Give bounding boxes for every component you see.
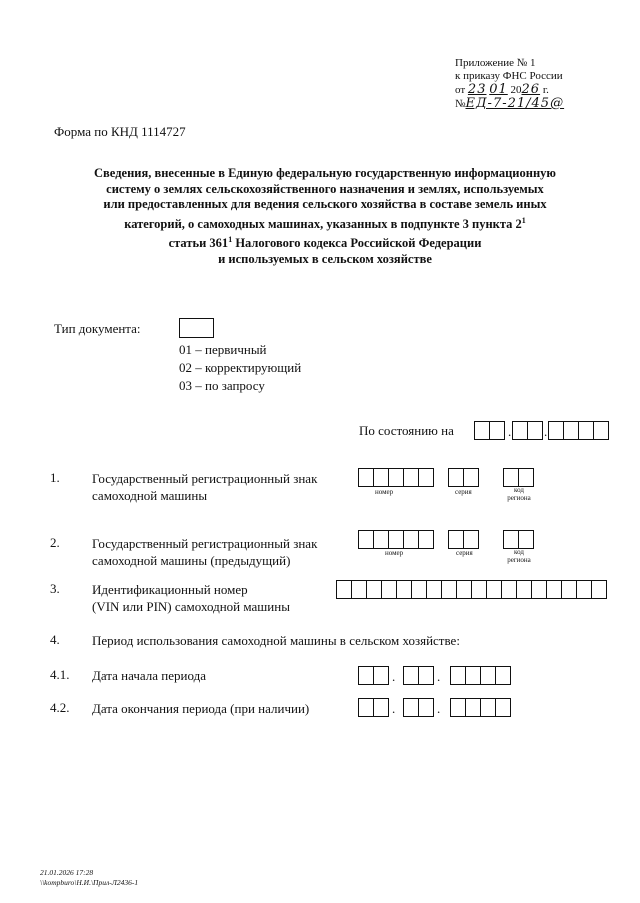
item-label: Государственный регистрационный знак самоходной машины (предыдущий): [92, 536, 318, 568]
input-cell[interactable]: [456, 580, 472, 599]
input-cell[interactable]: [358, 698, 374, 717]
input-cell[interactable]: [486, 580, 502, 599]
input-cell[interactable]: [518, 530, 534, 549]
input-cell[interactable]: [351, 580, 367, 599]
input-cell[interactable]: [480, 698, 496, 717]
input-cell[interactable]: [563, 421, 579, 440]
end-year-field[interactable]: [450, 698, 511, 717]
input-cell[interactable]: [388, 468, 404, 487]
handwritten-year: 26: [521, 82, 541, 97]
input-cell[interactable]: [527, 421, 543, 440]
input-cell[interactable]: [403, 666, 419, 685]
appendix-title: Приложение № 1: [455, 57, 536, 69]
form-code: Форма по КНД 1114727: [54, 124, 186, 139]
input-cell[interactable]: [503, 530, 519, 549]
input-cell[interactable]: [448, 530, 464, 549]
appendix-number: №ЕД-7-21/45@: [455, 96, 565, 111]
input-cell[interactable]: [418, 698, 434, 717]
input-cell[interactable]: [373, 698, 389, 717]
reg-plate-series-field[interactable]: [448, 468, 479, 487]
input-cell[interactable]: [474, 421, 490, 440]
doc-type-option: 01 – первичный: [179, 342, 267, 357]
input-cell[interactable]: [373, 530, 389, 549]
start-day-field[interactable]: [358, 666, 389, 685]
item-number: 4.2.: [50, 700, 70, 715]
start-month-field[interactable]: [403, 666, 434, 685]
date-separator: .: [508, 424, 512, 439]
date-separator: .: [392, 669, 396, 684]
prev-reg-plate-series-field[interactable]: [448, 530, 479, 549]
end-day-field[interactable]: [358, 698, 389, 717]
input-cell[interactable]: [450, 698, 466, 717]
appendix-order: к приказу ФНС России: [455, 70, 563, 82]
input-cell[interactable]: [426, 580, 442, 599]
input-cell[interactable]: [403, 698, 419, 717]
input-cell[interactable]: [516, 580, 532, 599]
handwritten-number: ЕД-7-21/45@: [465, 96, 565, 111]
item-label: Государственный регистрационный знак самоходной машины: [92, 471, 318, 503]
as-of-year-field[interactable]: [548, 421, 609, 440]
input-cell[interactable]: [411, 580, 427, 599]
input-cell[interactable]: [501, 580, 517, 599]
as-of-label: По состоянию на: [359, 423, 454, 438]
doc-type-options: [179, 341, 301, 395]
input-cell[interactable]: [450, 666, 466, 685]
input-cell[interactable]: [471, 580, 487, 599]
input-cell[interactable]: [561, 580, 577, 599]
input-cell[interactable]: [441, 580, 457, 599]
date-separator: .: [544, 424, 548, 439]
input-cell[interactable]: [366, 580, 382, 599]
input-cell[interactable]: [418, 666, 434, 685]
input-cell[interactable]: [358, 530, 374, 549]
item-number: 3.: [50, 581, 60, 596]
input-cell[interactable]: [495, 698, 511, 717]
doc-type-label: Тип документа:: [54, 321, 141, 336]
caption-region: код региона: [507, 486, 531, 502]
document-title: Сведения, внесенные в Единую федеральную государственную информационную систему о землях сельскохозяйственного назначения и землях, используемых или предоставленных для ведения сельского хозяйства в составе земель иных категорий, о самоходных машинах, указанных в подпункте 3 пункта $2^1$ статьи $361^1$ Налогового кодекса Российской Федерации и используемых в сельском хозяйстве: [94, 166, 556, 266]
input-cell[interactable]: [503, 468, 519, 487]
input-cell[interactable]: [548, 421, 564, 440]
input-cell[interactable]: [518, 468, 534, 487]
input-cell[interactable]: [396, 580, 412, 599]
input-cell[interactable]: [576, 580, 592, 599]
as-of-month-field[interactable]: [512, 421, 543, 440]
input-cell[interactable]: [358, 666, 374, 685]
input-cell[interactable]: [593, 421, 609, 440]
input-cell[interactable]: [373, 666, 389, 685]
prev-reg-plate-region-field[interactable]: [503, 530, 534, 549]
as-of-day-field[interactable]: [474, 421, 505, 440]
appendix-block: [455, 57, 564, 111]
doc-type-option: 03 – по запросу: [179, 378, 265, 393]
item-label: Идентификационный номер (VIN или PIN) самоходной машины: [92, 582, 290, 614]
item-number: 4.: [50, 632, 60, 647]
start-year-field[interactable]: [450, 666, 511, 685]
input-cell[interactable]: [531, 580, 547, 599]
doc-type-option: 02 – корректирующий: [179, 360, 302, 375]
caption-number: номер: [375, 488, 394, 496]
reg-plate-number-field[interactable]: [358, 468, 434, 487]
input-cell[interactable]: [403, 530, 419, 549]
input-cell[interactable]: [358, 468, 374, 487]
input-cell[interactable]: [463, 468, 479, 487]
input-cell[interactable]: [388, 530, 404, 549]
date-separator: .: [437, 669, 441, 684]
input-cell[interactable]: [448, 468, 464, 487]
item-number: 4.1.: [50, 667, 70, 682]
item-number: 1.: [50, 470, 60, 485]
doc-type-field[interactable]: [179, 318, 214, 338]
input-cell[interactable]: [495, 666, 511, 685]
input-cell[interactable]: [336, 580, 352, 599]
input-cell[interactable]: [381, 580, 397, 599]
end-month-field[interactable]: [403, 698, 434, 717]
input-cell[interactable]: [463, 530, 479, 549]
input-cell[interactable]: [591, 580, 607, 599]
input-cell[interactable]: [480, 666, 496, 685]
date-separator: .: [392, 701, 396, 716]
item-number: 2.: [50, 535, 60, 550]
item-label: Дата начала периода: [92, 668, 206, 683]
input-cell[interactable]: [465, 666, 481, 685]
input-cell[interactable]: [418, 468, 434, 487]
caption-region: код региона: [507, 548, 531, 564]
appendix-date: от 23 01 2026 г.: [455, 82, 549, 97]
item-label: Дата окончания периода (при наличии): [92, 701, 310, 716]
handwritten-month: 01: [489, 82, 508, 97]
date-separator: .: [437, 701, 441, 716]
footer-stamp: 21.01.2026 17:28 \\kompburo\Н.И.\Прил-Л2436-1: [40, 868, 139, 887]
caption-number: номер: [385, 549, 404, 557]
input-cell[interactable]: [578, 421, 594, 440]
input-cell[interactable]: [403, 468, 419, 487]
input-cell[interactable]: [489, 421, 505, 440]
handwritten-day: 23: [467, 82, 487, 97]
caption-series: серия: [455, 488, 472, 496]
item-label: Период использования самоходной машины в сельском хозяйстве:: [92, 633, 460, 648]
input-cell[interactable]: [373, 468, 389, 487]
input-cell[interactable]: [546, 580, 562, 599]
input-cell[interactable]: [465, 698, 481, 717]
caption-series: серия: [456, 549, 473, 557]
vin-field[interactable]: [336, 580, 607, 599]
reg-plate-region-field[interactable]: [503, 468, 534, 487]
prev-reg-plate-number-field[interactable]: [358, 530, 434, 549]
input-cell[interactable]: [512, 421, 528, 440]
input-cell[interactable]: [418, 530, 434, 549]
